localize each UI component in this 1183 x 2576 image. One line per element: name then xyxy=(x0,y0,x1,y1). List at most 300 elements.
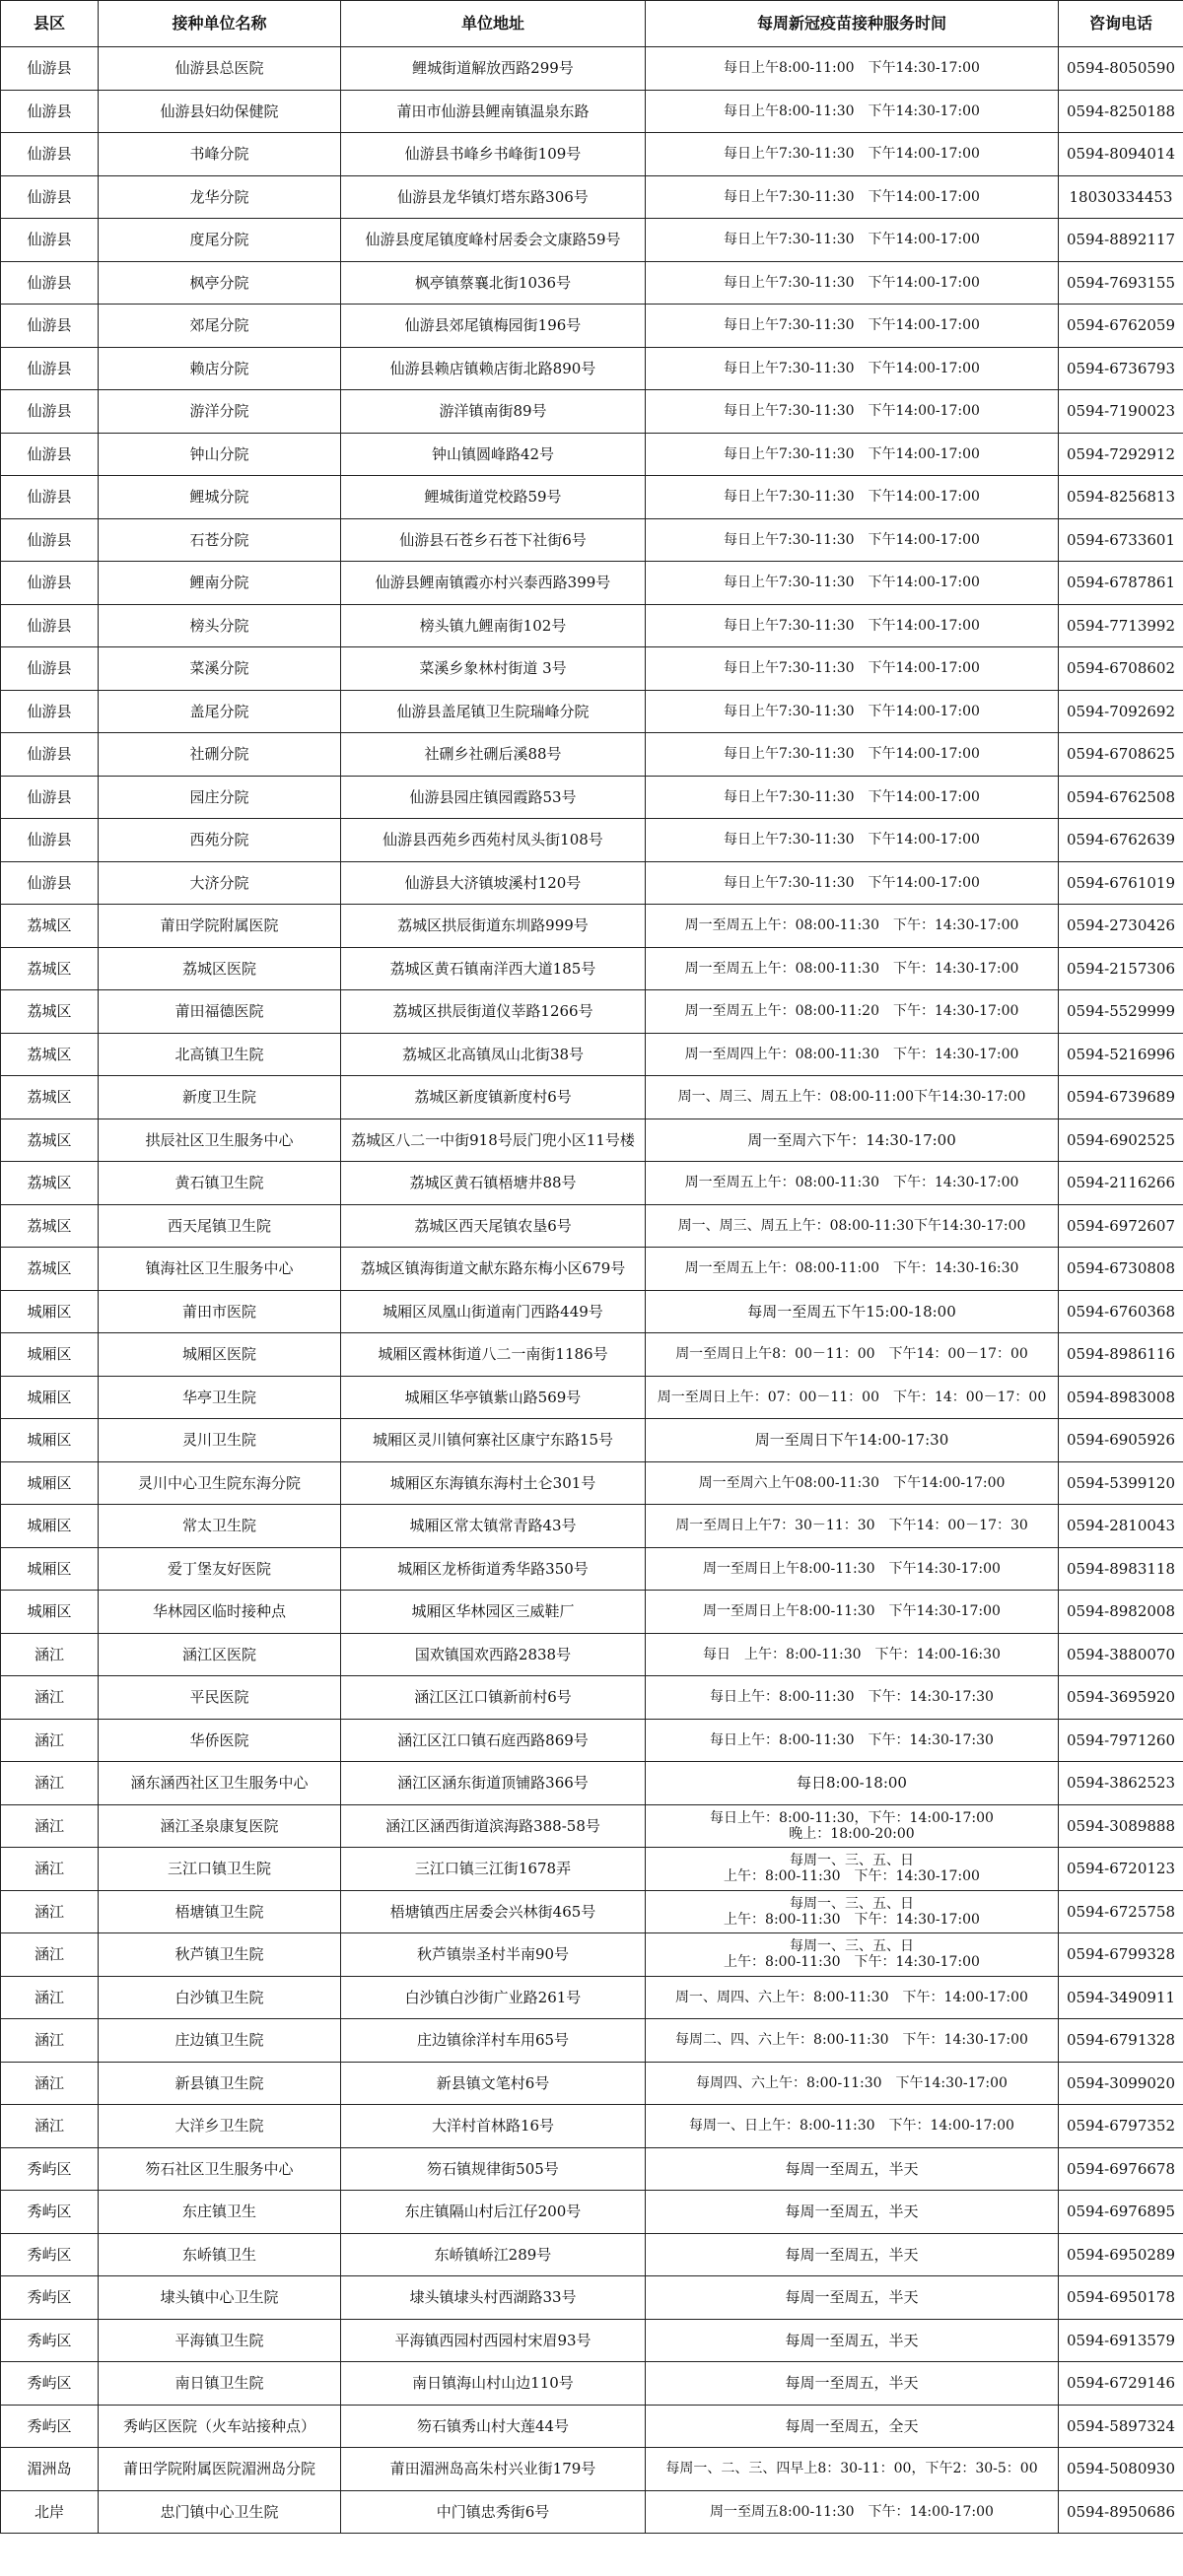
cell-unit-name: 南日镇卫生院 xyxy=(99,2362,341,2406)
cell-phone: 0594-5080930 xyxy=(1059,2448,1183,2491)
cell-unit-name: 游洋分院 xyxy=(99,390,341,434)
table-row xyxy=(1,2062,1183,2105)
cell-phone: 0594-6950289 xyxy=(1059,2233,1183,2276)
cell-address: 东庄镇隔山村后江仔200号 xyxy=(341,2191,646,2234)
cell-district: 荔城区 xyxy=(1,1076,99,1119)
cell-district: 秀屿区 xyxy=(1,2233,99,2276)
cell-unit-name: 仙游县总医院 xyxy=(99,47,341,91)
cell-service-hours: 每日上午：8:00-11:30，下午：14:00-17:00 晚上：18:00-20:00 xyxy=(646,1804,1059,1848)
cell-phone: 0594-8986116 xyxy=(1059,1333,1183,1377)
cell-unit-name: 拱辰社区卫生服务中心 xyxy=(99,1119,341,1162)
cell-district: 仙游县 xyxy=(1,518,99,562)
cell-service-hours: 每周一至周五，半天 xyxy=(646,2233,1059,2276)
cell-address: 荔城区拱辰街道东圳路999号 xyxy=(341,905,646,948)
cell-district: 仙游县 xyxy=(1,390,99,434)
cell-unit-name: 盖尾分院 xyxy=(99,690,341,733)
cell-unit-name: 涵东涵西社区卫生服务中心 xyxy=(99,1762,341,1805)
cell-service-hours: 每日上午7:30-11:30 下午14:00-17:00 xyxy=(646,476,1059,519)
cell-district: 涵江 xyxy=(1,2062,99,2105)
table-row xyxy=(1,2276,1183,2320)
cell-district: 仙游县 xyxy=(1,133,99,176)
cell-address: 社硎乡社硎后溪88号 xyxy=(341,733,646,777)
cell-phone: 0594-8250188 xyxy=(1059,90,1183,133)
cell-district: 秀屿区 xyxy=(1,2319,99,2362)
cell-address: 荔城区镇海街道文献东路东梅小区679号 xyxy=(341,1248,646,1291)
cell-service-hours: 每日上午7:30-11:30 下午14:00-17:00 xyxy=(646,390,1059,434)
cell-address: 笏石镇秀山村大莲44号 xyxy=(341,2405,646,2448)
cell-district: 涵江 xyxy=(1,1719,99,1762)
cell-address: 仙游县赖店镇赖店街北路890号 xyxy=(341,347,646,390)
cell-phone: 0594-3862523 xyxy=(1059,1762,1183,1805)
cell-unit-name: 龙华分院 xyxy=(99,175,341,219)
cell-address: 荔城区拱辰街道仪莘路1266号 xyxy=(341,990,646,1034)
cell-unit-name: 白沙镇卫生院 xyxy=(99,1976,341,2019)
cell-service-hours: 每日8:00-18:00 xyxy=(646,1762,1059,1805)
cell-unit-name: 石苍分院 xyxy=(99,518,341,562)
cell-phone: 0594-2116266 xyxy=(1059,1162,1183,1205)
cell-phone: 0594-6761019 xyxy=(1059,861,1183,905)
cell-unit-name: 榜头分院 xyxy=(99,604,341,647)
header-row xyxy=(1,1,1183,47)
cell-district: 秀屿区 xyxy=(1,2276,99,2320)
cell-service-hours: 每周一至周五，半天 xyxy=(646,2276,1059,2320)
cell-unit-name: 莆田学院附属医院 xyxy=(99,905,341,948)
table-row xyxy=(1,776,1183,819)
cell-unit-name: 灵川卫生院 xyxy=(99,1419,341,1462)
cell-service-hours: 每日上午7:30-11:30 下午14:00-17:00 xyxy=(646,562,1059,605)
cell-address: 城厢区常太镇常青路43号 xyxy=(341,1505,646,1548)
table-row xyxy=(1,2405,1183,2448)
cell-address: 中门镇忠秀街6号 xyxy=(341,2490,646,2534)
table-row xyxy=(1,1033,1183,1076)
cell-phone: 0594-7292912 xyxy=(1059,433,1183,476)
cell-service-hours: 周一至周日上午8：00－11：00 下午14：00－17：00 xyxy=(646,1333,1059,1377)
cell-district: 秀屿区 xyxy=(1,2191,99,2234)
cell-service-hours: 每日上午8:00-11:00 下午14:30-17:00 xyxy=(646,47,1059,91)
cell-address: 庄边镇徐洋村车用65号 xyxy=(341,2019,646,2063)
cell-address: 城厢区华林园区三威鞋厂 xyxy=(341,1591,646,1634)
cell-district: 仙游县 xyxy=(1,175,99,219)
cell-district: 涵江 xyxy=(1,2105,99,2148)
cell-unit-name: 西天尾镇卫生院 xyxy=(99,1204,341,1248)
cell-district: 荔城区 xyxy=(1,947,99,990)
cell-phone: 0594-7190023 xyxy=(1059,390,1183,434)
table-row xyxy=(1,990,1183,1034)
cell-district: 城厢区 xyxy=(1,1505,99,1548)
cell-service-hours: 每日上午7:30-11:30 下午14:00-17:00 xyxy=(646,175,1059,219)
cell-unit-name: 鲤南分院 xyxy=(99,562,341,605)
cell-district: 仙游县 xyxy=(1,305,99,348)
cell-unit-name: 忠门镇中心卫生院 xyxy=(99,2490,341,2534)
cell-phone: 0594-6791328 xyxy=(1059,2019,1183,2063)
cell-district: 涵江 xyxy=(1,2019,99,2063)
cell-service-hours: 每日上午7:30-11:30 下午14:00-17:00 xyxy=(646,819,1059,862)
cell-address: 仙游县度尾镇度峰村居委会文康路59号 xyxy=(341,219,646,262)
cell-phone: 0594-5399120 xyxy=(1059,1461,1183,1505)
table-row xyxy=(1,433,1183,476)
cell-service-hours: 每周一至周五，半天 xyxy=(646,2362,1059,2406)
cell-unit-name: 社硎分院 xyxy=(99,733,341,777)
cell-service-hours: 周一、周三、周五上午：08:00-11:30下午14:30-17:00 xyxy=(646,1204,1059,1248)
cell-address: 榜头镇九鲤南街102号 xyxy=(341,604,646,647)
cell-unit-name: 秋芦镇卫生院 xyxy=(99,1933,341,1977)
cell-unit-name: 庄边镇卫生院 xyxy=(99,2019,341,2063)
header-address: 单位地址 xyxy=(341,1,646,47)
cell-district: 涵江 xyxy=(1,1890,99,1933)
cell-district: 北岸 xyxy=(1,2490,99,2534)
cell-service-hours: 每周一至周五，半天 xyxy=(646,2147,1059,2191)
cell-service-hours: 每日上午7:30-11:30 下午14:00-17:00 xyxy=(646,690,1059,733)
cell-district: 秀屿区 xyxy=(1,2405,99,2448)
cell-service-hours: 每日上午：8:00-11:30 下午：14:30-17:30 xyxy=(646,1719,1059,1762)
table-row xyxy=(1,347,1183,390)
cell-unit-name: 东庄镇卫生 xyxy=(99,2191,341,2234)
cell-service-hours: 每周一至周五，半天 xyxy=(646,2191,1059,2234)
cell-unit-name: 三江口镇卫生院 xyxy=(99,1848,341,1891)
cell-district: 城厢区 xyxy=(1,1591,99,1634)
cell-phone: 0594-6760368 xyxy=(1059,1290,1183,1333)
cell-unit-name: 大洋乡卫生院 xyxy=(99,2105,341,2148)
cell-phone: 0594-8983118 xyxy=(1059,1547,1183,1591)
table-row xyxy=(1,2319,1183,2362)
cell-district: 秀屿区 xyxy=(1,2362,99,2406)
cell-district: 荔城区 xyxy=(1,990,99,1034)
cell-phone: 0594-6729146 xyxy=(1059,2362,1183,2406)
cell-district: 仙游县 xyxy=(1,604,99,647)
cell-service-hours: 每周一、日上午：8:00-11:30 下午：14:00-17:00 xyxy=(646,2105,1059,2148)
cell-address: 涵江区江口镇新前村6号 xyxy=(341,1676,646,1720)
cell-unit-name: 度尾分院 xyxy=(99,219,341,262)
table-row xyxy=(1,2448,1183,2491)
cell-phone: 0594-7092692 xyxy=(1059,690,1183,733)
table-row xyxy=(1,2490,1183,2534)
cell-address: 鲤城街道党校路59号 xyxy=(341,476,646,519)
cell-address: 仙游县郊尾镇梅园街196号 xyxy=(341,305,646,348)
cell-phone: 0594-3089888 xyxy=(1059,1804,1183,1848)
table-row xyxy=(1,390,1183,434)
table-header xyxy=(1,1,1183,47)
cell-address: 秋芦镇崇圣村半南90号 xyxy=(341,1933,646,1977)
cell-district: 荔城区 xyxy=(1,1204,99,1248)
cell-service-hours: 每周二、四、六上午：8:00-11:30 下午：14:30-17:00 xyxy=(646,2019,1059,2063)
cell-phone: 0594-6736793 xyxy=(1059,347,1183,390)
cell-service-hours: 周一至周五上午：08:00-11:30 下午：14:30-17:00 xyxy=(646,1162,1059,1205)
cell-address: 枫亭镇蔡襄北街1036号 xyxy=(341,261,646,305)
cell-address: 白沙镇白沙街广业路261号 xyxy=(341,1976,646,2019)
table-row xyxy=(1,1376,1183,1419)
table-row xyxy=(1,1976,1183,2019)
cell-district: 仙游县 xyxy=(1,476,99,519)
cell-address: 城厢区霞林街道八二一南街1186号 xyxy=(341,1333,646,1377)
cell-phone: 0594-5897324 xyxy=(1059,2405,1183,2448)
table-row xyxy=(1,861,1183,905)
cell-phone: 0594-6905926 xyxy=(1059,1419,1183,1462)
cell-address: 平海镇西园村西园村宋眉93号 xyxy=(341,2319,646,2362)
header-unit-name: 接种单位名称 xyxy=(99,1,341,47)
cell-service-hours: 每日上午8:00-11:30 下午14:30-17:00 xyxy=(646,90,1059,133)
cell-district: 仙游县 xyxy=(1,90,99,133)
cell-service-hours: 周一、周四、六上午：8:00-11:30 下午：14:00-17:00 xyxy=(646,1976,1059,2019)
cell-address: 国欢镇国欢西路2838号 xyxy=(341,1633,646,1676)
cell-unit-name: 书峰分院 xyxy=(99,133,341,176)
header-phone: 咨询电话 xyxy=(1059,1,1183,47)
cell-unit-name: 平民医院 xyxy=(99,1676,341,1720)
cell-district: 仙游县 xyxy=(1,861,99,905)
cell-service-hours: 每日上午：8:00-11:30 下午：14:30-17:30 xyxy=(646,1676,1059,1720)
cell-service-hours: 每日上午7:30-11:30 下午14:00-17:00 xyxy=(646,518,1059,562)
table-row xyxy=(1,2105,1183,2148)
cell-district: 涵江 xyxy=(1,1804,99,1848)
cell-service-hours: 周一至周五上午：08:00-11:30 下午：14:30-17:00 xyxy=(646,947,1059,990)
cell-district: 荔城区 xyxy=(1,1248,99,1291)
table-row xyxy=(1,1248,1183,1291)
table-row xyxy=(1,133,1183,176)
cell-address: 南日镇海山村山边110号 xyxy=(341,2362,646,2406)
cell-unit-name: 梧塘镇卫生院 xyxy=(99,1890,341,1933)
cell-address: 钟山镇圆峰路42号 xyxy=(341,433,646,476)
cell-unit-name: 华亭卫生院 xyxy=(99,1376,341,1419)
cell-address: 荔城区西天尾镇农垦6号 xyxy=(341,1204,646,1248)
table-row xyxy=(1,1333,1183,1377)
cell-unit-name: 秀屿区医院（火车站接种点） xyxy=(99,2405,341,2448)
cell-service-hours: 周一至周五上午：08:00-11:00 下午：14:30-16:30 xyxy=(646,1248,1059,1291)
cell-district: 荔城区 xyxy=(1,1119,99,1162)
cell-unit-name: 灵川中心卫生院东海分院 xyxy=(99,1461,341,1505)
table-row xyxy=(1,1676,1183,1720)
table-row xyxy=(1,90,1183,133)
cell-phone: 0594-6976895 xyxy=(1059,2191,1183,2234)
cell-phone: 0594-6725758 xyxy=(1059,1890,1183,1933)
cell-service-hours: 每日上午7:30-11:30 下午14:00-17:00 xyxy=(646,219,1059,262)
cell-service-hours: 周一至周五上午：08:00-11:20 下午：14:30-17:00 xyxy=(646,990,1059,1034)
cell-unit-name: 涵江区医院 xyxy=(99,1633,341,1676)
cell-district: 城厢区 xyxy=(1,1290,99,1333)
cell-service-hours: 每周一、三、五、日 上午：8:00-11:30 下午：14:30-17:00 xyxy=(646,1848,1059,1891)
cell-district: 城厢区 xyxy=(1,1333,99,1377)
cell-service-hours: 周一至周六上午08:00-11:30 下午14:00-17:00 xyxy=(646,1461,1059,1505)
cell-service-hours: 周一至周六下午：14:30-17:00 xyxy=(646,1119,1059,1162)
cell-phone: 0594-6902525 xyxy=(1059,1119,1183,1162)
cell-unit-name: 北高镇卫生院 xyxy=(99,1033,341,1076)
table-row xyxy=(1,1204,1183,1248)
cell-service-hours: 每日上午7:30-11:30 下午14:00-17:00 xyxy=(646,347,1059,390)
table-row xyxy=(1,1804,1183,1848)
cell-district: 涵江 xyxy=(1,1976,99,2019)
cell-unit-name: 园庄分院 xyxy=(99,776,341,819)
cell-service-hours: 每周一、三、五、日 上午：8:00-11:30 下午：14:30-17:00 xyxy=(646,1890,1059,1933)
cell-address: 笏石镇规律街505号 xyxy=(341,2147,646,2191)
cell-phone: 0594-2730426 xyxy=(1059,905,1183,948)
cell-address: 城厢区凤凰山街道南门西路449号 xyxy=(341,1290,646,1333)
cell-unit-name: 新县镇卫生院 xyxy=(99,2062,341,2105)
table-row xyxy=(1,562,1183,605)
cell-address: 游洋镇南街89号 xyxy=(341,390,646,434)
cell-phone: 0594-6708625 xyxy=(1059,733,1183,777)
cell-phone: 0594-2157306 xyxy=(1059,947,1183,990)
cell-service-hours: 周一至周日上午8:00-11:30 下午14:30-17:00 xyxy=(646,1591,1059,1634)
cell-district: 涵江 xyxy=(1,1848,99,1891)
cell-phone: 0594-6762508 xyxy=(1059,776,1183,819)
table-row xyxy=(1,518,1183,562)
cell-district: 湄洲岛 xyxy=(1,2448,99,2491)
cell-district: 涵江 xyxy=(1,1676,99,1720)
cell-phone: 0594-6720123 xyxy=(1059,1848,1183,1891)
cell-service-hours: 周一至周四上午：08:00-11:30 下午：14:30-17:00 xyxy=(646,1033,1059,1076)
cell-phone: 0594-6950178 xyxy=(1059,2276,1183,2320)
cell-unit-name: 莆田福德医院 xyxy=(99,990,341,1034)
cell-address: 仙游县龙华镇灯塔东路306号 xyxy=(341,175,646,219)
cell-unit-name: 西苑分院 xyxy=(99,819,341,862)
cell-unit-name: 涵江圣泉康复医院 xyxy=(99,1804,341,1848)
cell-unit-name: 赖店分院 xyxy=(99,347,341,390)
cell-district: 城厢区 xyxy=(1,1547,99,1591)
cell-address: 仙游县鲤南镇霞亦村兴泰西路399号 xyxy=(341,562,646,605)
cell-phone: 0594-6913579 xyxy=(1059,2319,1183,2362)
cell-service-hours: 周一、周三、周五上午：08:00-11:00下午14:30-17:00 xyxy=(646,1076,1059,1119)
cell-district: 荔城区 xyxy=(1,1162,99,1205)
cell-service-hours: 每周一至周五，半天 xyxy=(646,2319,1059,2362)
cell-phone: 0594-7713992 xyxy=(1059,604,1183,647)
cell-unit-name: 莆田市医院 xyxy=(99,1290,341,1333)
cell-phone: 0594-6972607 xyxy=(1059,1204,1183,1248)
cell-unit-name: 埭头镇中心卫生院 xyxy=(99,2276,341,2320)
cell-service-hours: 周一至周五8:00-11:30 下午：14:00-17:00 xyxy=(646,2490,1059,2534)
table-row xyxy=(1,2233,1183,2276)
cell-phone: 0594-2810043 xyxy=(1059,1505,1183,1548)
cell-phone: 0594-8982008 xyxy=(1059,1591,1183,1634)
cell-address: 菜溪乡象林村街道 3号 xyxy=(341,647,646,691)
cell-address: 仙游县盖尾镇卫生院瑞峰分院 xyxy=(341,690,646,733)
cell-unit-name: 仙游县妇幼保健院 xyxy=(99,90,341,133)
table-row xyxy=(1,1419,1183,1462)
table-row xyxy=(1,476,1183,519)
cell-address: 大洋村首林路16号 xyxy=(341,2105,646,2148)
cell-phone: 0594-8094014 xyxy=(1059,133,1183,176)
cell-district: 荔城区 xyxy=(1,905,99,948)
cell-unit-name: 大济分院 xyxy=(99,861,341,905)
cell-address: 城厢区东海镇东海村土仑301号 xyxy=(341,1461,646,1505)
header-district: 县区 xyxy=(1,1,99,47)
table-row xyxy=(1,1890,1183,1933)
cell-service-hours: 每日上午7:30-11:30 下午14:00-17:00 xyxy=(646,604,1059,647)
cell-phone: 0594-3099020 xyxy=(1059,2062,1183,2105)
table-body xyxy=(1,47,1183,2534)
cell-phone: 0594-6787861 xyxy=(1059,562,1183,605)
cell-unit-name: 菜溪分院 xyxy=(99,647,341,691)
table-row xyxy=(1,1719,1183,1762)
table-row xyxy=(1,219,1183,262)
table-row xyxy=(1,2147,1183,2191)
table-row xyxy=(1,947,1183,990)
table-row xyxy=(1,1591,1183,1634)
cell-unit-name: 新度卫生院 xyxy=(99,1076,341,1119)
cell-address: 城厢区龙桥街道秀华路350号 xyxy=(341,1547,646,1591)
cell-district: 城厢区 xyxy=(1,1376,99,1419)
cell-phone: 0594-6797352 xyxy=(1059,2105,1183,2148)
cell-district: 仙游县 xyxy=(1,647,99,691)
cell-service-hours: 每日上午7:30-11:30 下午14:00-17:00 xyxy=(646,647,1059,691)
table-row xyxy=(1,1119,1183,1162)
cell-district: 涵江 xyxy=(1,1633,99,1676)
cell-phone: 0594-7971260 xyxy=(1059,1719,1183,1762)
cell-address: 仙游县西苑乡西苑村凤头街108号 xyxy=(341,819,646,862)
table-row xyxy=(1,604,1183,647)
cell-service-hours: 每日上午7:30-11:30 下午14:00-17:00 xyxy=(646,861,1059,905)
cell-phone: 0594-8950686 xyxy=(1059,2490,1183,2534)
table-row xyxy=(1,2362,1183,2406)
cell-phone: 0594-5529999 xyxy=(1059,990,1183,1034)
cell-district: 涵江 xyxy=(1,1933,99,1977)
cell-service-hours: 每日上午7:30-11:30 下午14:00-17:00 xyxy=(646,261,1059,305)
cell-unit-name: 平海镇卫生院 xyxy=(99,2319,341,2362)
table-row xyxy=(1,1505,1183,1548)
table-row xyxy=(1,819,1183,862)
cell-phone: 0594-3490911 xyxy=(1059,1976,1183,2019)
cell-service-hours: 周一至周日上午：07：00－11：00 下午：14：00－17：00 xyxy=(646,1376,1059,1419)
cell-address: 涵江区江口镇石庭西路869号 xyxy=(341,1719,646,1762)
cell-district: 城厢区 xyxy=(1,1461,99,1505)
cell-address: 荔城区北高镇凤山北街38号 xyxy=(341,1033,646,1076)
cell-address: 莆田市仙游县鲤南镇温泉东路 xyxy=(341,90,646,133)
table-row xyxy=(1,690,1183,733)
cell-address: 莆田湄洲岛高朱村兴业街179号 xyxy=(341,2448,646,2491)
table-row xyxy=(1,1762,1183,1805)
cell-phone: 0594-6708602 xyxy=(1059,647,1183,691)
table-row xyxy=(1,305,1183,348)
cell-district: 仙游县 xyxy=(1,776,99,819)
cell-address: 荔城区黄石镇梧塘井88号 xyxy=(341,1162,646,1205)
cell-phone: 0594-8050590 xyxy=(1059,47,1183,91)
cell-district: 仙游县 xyxy=(1,261,99,305)
cell-unit-name: 镇海社区卫生服务中心 xyxy=(99,1248,341,1291)
cell-service-hours: 周一至周日上午8:00-11:30 下午14:30-17:00 xyxy=(646,1547,1059,1591)
cell-unit-name: 枫亭分院 xyxy=(99,261,341,305)
cell-district: 秀屿区 xyxy=(1,2147,99,2191)
cell-service-hours: 每日上午7:30-11:30 下午14:00-17:00 xyxy=(646,433,1059,476)
cell-address: 三江口镇三江街1678弄 xyxy=(341,1848,646,1891)
cell-district: 仙游县 xyxy=(1,347,99,390)
cell-service-hours: 周一至周五上午：08:00-11:30 下午：14:30-17:00 xyxy=(646,905,1059,948)
cell-address: 仙游县园庄镇园霞路53号 xyxy=(341,776,646,819)
cell-address: 涵江区涵东街道顶铺路366号 xyxy=(341,1762,646,1805)
table-row xyxy=(1,2019,1183,2063)
cell-district: 涵江 xyxy=(1,1762,99,1805)
cell-district: 荔城区 xyxy=(1,1033,99,1076)
cell-phone: 0594-5216996 xyxy=(1059,1033,1183,1076)
table-row xyxy=(1,2191,1183,2234)
cell-phone: 0594-6733601 xyxy=(1059,518,1183,562)
cell-district: 仙游县 xyxy=(1,433,99,476)
cell-unit-name: 郊尾分院 xyxy=(99,305,341,348)
cell-district: 仙游县 xyxy=(1,562,99,605)
header-service-hours: 每周新冠疫苗接种服务时间 xyxy=(646,1,1059,47)
table-row xyxy=(1,1848,1183,1891)
cell-phone: 0594-6799328 xyxy=(1059,1933,1183,1977)
cell-phone: 0594-6762059 xyxy=(1059,305,1183,348)
cell-phone: 0594-6730808 xyxy=(1059,1248,1183,1291)
cell-service-hours: 每周四、六上午：8:00-11:30 下午14:30-17:00 xyxy=(646,2062,1059,2105)
cell-district: 仙游县 xyxy=(1,47,99,91)
cell-address: 涵江区涵西街道滨海路388-58号 xyxy=(341,1804,646,1848)
cell-district: 城厢区 xyxy=(1,1419,99,1462)
cell-district: 仙游县 xyxy=(1,219,99,262)
cell-address: 荔城区黄石镇南洋西大道185号 xyxy=(341,947,646,990)
cell-unit-name: 爱丁堡友好医院 xyxy=(99,1547,341,1591)
table-row xyxy=(1,1547,1183,1591)
cell-unit-name: 城厢区医院 xyxy=(99,1333,341,1377)
cell-phone: 18030334453 xyxy=(1059,175,1183,219)
cell-service-hours: 周一至周日上午7：30－11：30 下午14：00－17：30 xyxy=(646,1505,1059,1548)
